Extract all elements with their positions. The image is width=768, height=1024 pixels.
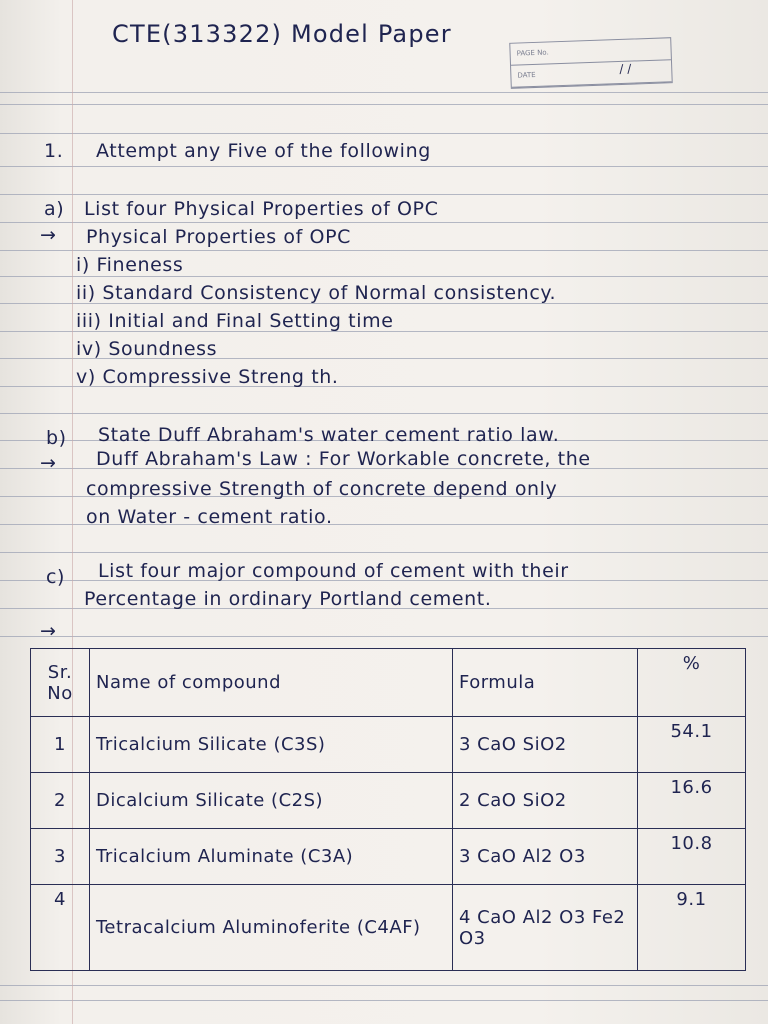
part-b-question: State Duff Abraham's water cement ratio law.: [98, 424, 560, 446]
list-item: i) Fineness: [76, 254, 184, 276]
compound-name: Dicalcium Silicate (C2S): [90, 773, 453, 829]
table-row: [31, 773, 746, 829]
list-item: iv) Soundness: [76, 338, 218, 360]
row-number: 1: [31, 717, 90, 773]
part-a-label: a): [44, 198, 65, 220]
row-number: 4: [31, 885, 90, 971]
row-number: 2: [31, 773, 90, 829]
compound-formula: 4 CaO Al2 O3 Fe2 O3: [453, 885, 638, 971]
row-number: 3: [31, 829, 90, 885]
question-text: Attempt any Five of the following: [96, 140, 431, 162]
header-sr-no: Sr. No: [31, 649, 90, 717]
page-date-stamp: [509, 37, 673, 89]
list-item: ii) Standard Consistency of Normal consistency.: [76, 282, 557, 304]
answer-arrow: →: [40, 452, 57, 474]
ruled-line: [0, 1000, 768, 1001]
header-percent: %: [638, 649, 746, 717]
ruled-line: [0, 636, 768, 637]
stamp-date-label: DATE: [511, 60, 672, 88]
ruled-line: [0, 985, 768, 986]
table-row: [31, 885, 746, 971]
compound-name: Tricalcium Silicate (C3S): [90, 717, 453, 773]
table-header-row: [31, 649, 746, 717]
list-item: v) Compressive Streng th.: [76, 366, 339, 388]
page-title: CTE(313322) Model Paper: [112, 20, 452, 48]
stamp-date-value: / /: [619, 61, 632, 77]
compound-formula: 2 CaO SiO2: [453, 773, 638, 829]
compound-formula: 3 CaO SiO2: [453, 717, 638, 773]
ruled-line: [0, 276, 768, 277]
compound-percent: 54.1: [638, 717, 746, 773]
header-name: Name of compound: [90, 649, 453, 717]
part-b-answer-line: on Water - cement ratio.: [86, 506, 333, 528]
ruled-line: [0, 194, 768, 195]
header-formula: Formula: [453, 649, 638, 717]
part-b-label: b): [46, 427, 67, 449]
part-a-question: List four Physical Properties of OPC: [84, 198, 439, 220]
stamp-page-label: PAGE No.: [510, 38, 671, 66]
question-number: 1.: [44, 140, 64, 162]
part-c-label: c): [46, 566, 66, 588]
compound-name: Tetracalcium Aluminoferite (C4AF): [90, 885, 453, 971]
compound-formula: 3 CaO Al2 O3: [453, 829, 638, 885]
list-item: iii) Initial and Final Setting time: [76, 310, 394, 332]
compound-name: Tricalcium Aluminate (C3A): [90, 829, 453, 885]
answer-arrow: →: [40, 620, 57, 642]
table-row: [31, 717, 746, 773]
compound-percent: 9.1: [638, 885, 746, 971]
answer-arrow: →: [40, 224, 57, 246]
part-c-question-line: List four major compound of cement with their: [98, 560, 569, 582]
ruled-line: [0, 104, 768, 105]
compound-percent: 10.8: [638, 829, 746, 885]
ruled-line: [0, 92, 768, 93]
compound-percent: 16.6: [638, 773, 746, 829]
compound-table: [30, 648, 746, 971]
table-row: [31, 829, 746, 885]
ruled-line: [0, 413, 768, 414]
ruled-line: [0, 133, 768, 134]
part-b-answer-line: compressive Strength of concrete depend only: [86, 478, 558, 500]
part-c-question-line: Percentage in ordinary Portland cement.: [84, 588, 492, 610]
part-b-answer-line: Duff Abraham's Law : For Workable concrete, the: [96, 448, 591, 470]
ruled-line: [0, 166, 768, 167]
part-a-answer-heading: Physical Properties of OPC: [86, 226, 352, 248]
ruled-line: [0, 552, 768, 553]
ruled-line: [0, 250, 768, 251]
ruled-line: [0, 222, 768, 223]
